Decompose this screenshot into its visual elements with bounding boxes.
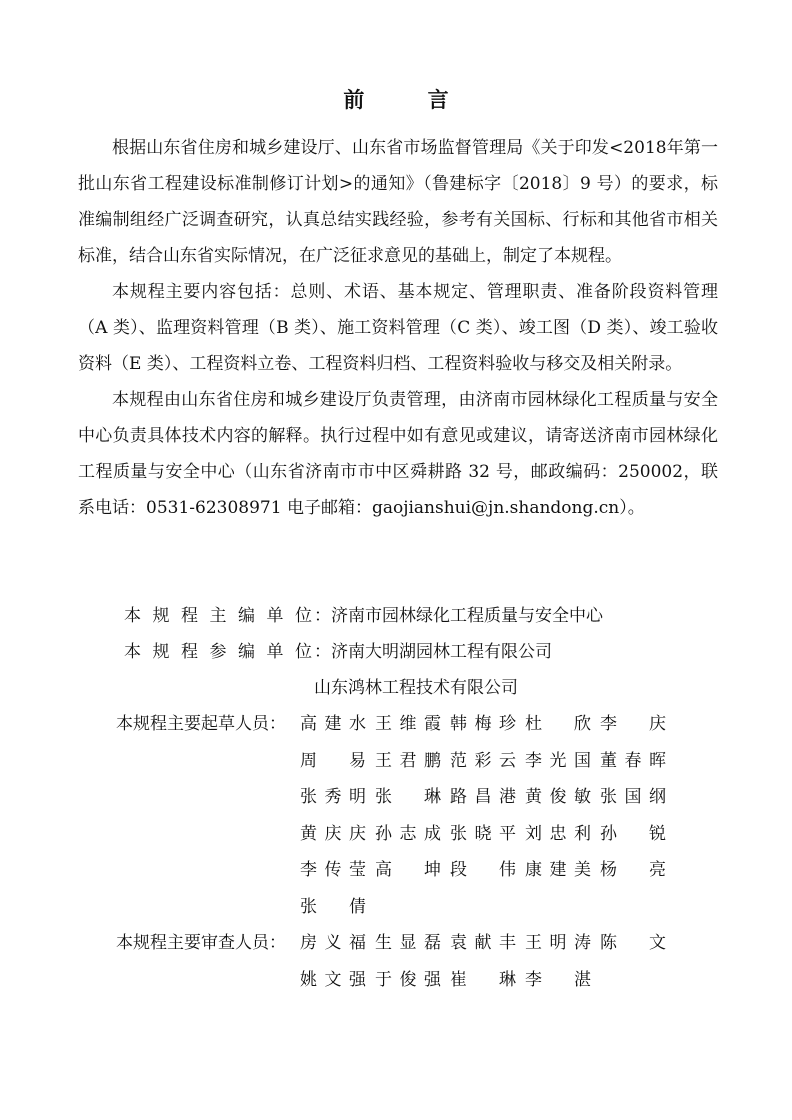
person-name: 杨 亮 bbox=[600, 860, 666, 880]
label-char: 单 bbox=[266, 606, 284, 626]
label-char: 编 bbox=[238, 606, 255, 626]
person-name: 路 昌 港 bbox=[450, 787, 516, 807]
person-name: 房 义 福 bbox=[300, 933, 366, 953]
person-name: 李 庆 bbox=[600, 714, 666, 734]
person-name: 张 秀 明 bbox=[300, 787, 366, 807]
label-char: 单 bbox=[266, 642, 284, 662]
participating-unit-extra-row bbox=[124, 670, 603, 706]
label-char: 参 bbox=[209, 642, 227, 662]
person-name: 孙 锐 bbox=[600, 823, 666, 844]
paragraph-management: 本规程由山东省住房和城乡建设厅负责管理，由济南市园林绿化工程质量与安全中心负责具体技术内容的解释。执行过程中如有意见或建议，请寄送济南市园林绿化工程质量与安全中心（山东省济南市市中区舜耕路 32 号，邮政编码：250002，联系电话：0531-62308971 电子邮箱：gaojianshui@jn.shandong.cn）。 bbox=[78, 390, 718, 518]
participating-unit-row bbox=[124, 634, 603, 670]
label-char: 位 bbox=[295, 606, 312, 626]
reviewers-group bbox=[116, 925, 675, 998]
person-name: 王 明 涛 bbox=[525, 933, 591, 953]
person-name: 生 显 磊 bbox=[375, 933, 441, 953]
person-name: 高 坤 bbox=[375, 860, 441, 880]
label-char: 本 bbox=[124, 606, 141, 626]
person-name: 王 维 霞 bbox=[375, 714, 441, 734]
label-char: 编 bbox=[238, 642, 255, 662]
label-char: 本 bbox=[124, 642, 141, 662]
units-section bbox=[124, 598, 603, 706]
person-name: 黄 俊 敏 bbox=[525, 787, 591, 807]
person-name: 姚 文 强 bbox=[300, 969, 366, 990]
person-name: 范 彩 云 bbox=[450, 750, 516, 771]
label-char: 位 bbox=[295, 642, 312, 662]
person-name: 康 建 美 bbox=[525, 860, 591, 880]
label-char: 规 bbox=[152, 642, 170, 662]
person-name: 董 春 晖 bbox=[600, 750, 666, 771]
person-name: 黄 庆 庆 bbox=[300, 823, 366, 844]
person-name: 段 伟 bbox=[450, 860, 516, 880]
person-name: 刘 忠 利 bbox=[525, 823, 591, 844]
label-char: 规 bbox=[152, 606, 170, 626]
reviewers-names bbox=[300, 925, 675, 998]
participating-unit-label bbox=[124, 634, 312, 670]
participating-unit-value: ：济南大明湖园林工程有限公司 bbox=[314, 642, 552, 662]
person-name: 杜 欣 bbox=[525, 714, 591, 734]
chief-unit-label bbox=[124, 598, 312, 634]
drafters-group bbox=[116, 706, 675, 925]
person-name: 李 传 莹 bbox=[300, 860, 366, 880]
paragraph-basis: 根据山东省住房和城乡建设厅、山东省市场监督管理局《关于印发<2018年第一批山东省工程建设标准制修订计划>的通知》（鲁建标字〔2018〕9 号）的要求，标准编制组经广泛调查研究，认真总结实践经验，参考有关国标、行标和其他省市相关标准，结合山东省实际情况，在广泛征求意见的基础上，制定了本规程。 bbox=[78, 138, 718, 266]
label-char: 主 bbox=[209, 606, 227, 626]
person-name: 张 晓 平 bbox=[450, 823, 516, 844]
reviewers-label: 本规程主要审查人员： bbox=[116, 933, 286, 953]
people-section bbox=[116, 706, 675, 998]
drafters-label: 本规程主要起草人员： bbox=[116, 714, 286, 734]
label-char: 程 bbox=[181, 606, 198, 626]
person-name: 崔 琳 bbox=[450, 969, 516, 990]
person-name: 孙 志 成 bbox=[375, 823, 441, 844]
person-name: 李 光 国 bbox=[525, 750, 591, 771]
page-title: 前 言 bbox=[343, 87, 477, 112]
person-name: 高 建 水 bbox=[300, 714, 366, 734]
person-name: 袁 献 丰 bbox=[450, 933, 516, 953]
person-name: 于 俊 强 bbox=[375, 969, 441, 990]
drafters-names bbox=[300, 706, 675, 925]
chief-unit-row bbox=[124, 598, 603, 634]
person-name: 陈 文 bbox=[600, 933, 666, 953]
paragraph-contents: 本规程主要内容包括：总则、术语、基本规定、管理职责、准备阶段资料管理（A 类）、监理资料管理（B 类）、施工资料管理（C 类）、竣工图（D 类）、竣工验收资料（E 类）、工程资料立卷、工程资料归档、工程资料验收与移交及相关附录。 bbox=[78, 282, 718, 374]
person-name: 张 国 纲 bbox=[600, 787, 666, 807]
label-char: 程 bbox=[181, 642, 198, 662]
person-name: 李 湛 bbox=[525, 969, 591, 990]
person-name: 王 君 鹏 bbox=[375, 750, 441, 771]
chief-unit-value: ：济南市园林绿化工程质量与安全中心 bbox=[314, 606, 603, 626]
foreword-body bbox=[78, 130, 718, 526]
participating-unit-extra: 山东鸿林工程技术有限公司 bbox=[314, 678, 518, 698]
person-name: 周 易 bbox=[300, 750, 366, 771]
person-name: 张 琳 bbox=[375, 787, 441, 807]
person-name: 张 倩 bbox=[300, 896, 366, 917]
person-name: 韩 梅 珍 bbox=[450, 714, 516, 734]
